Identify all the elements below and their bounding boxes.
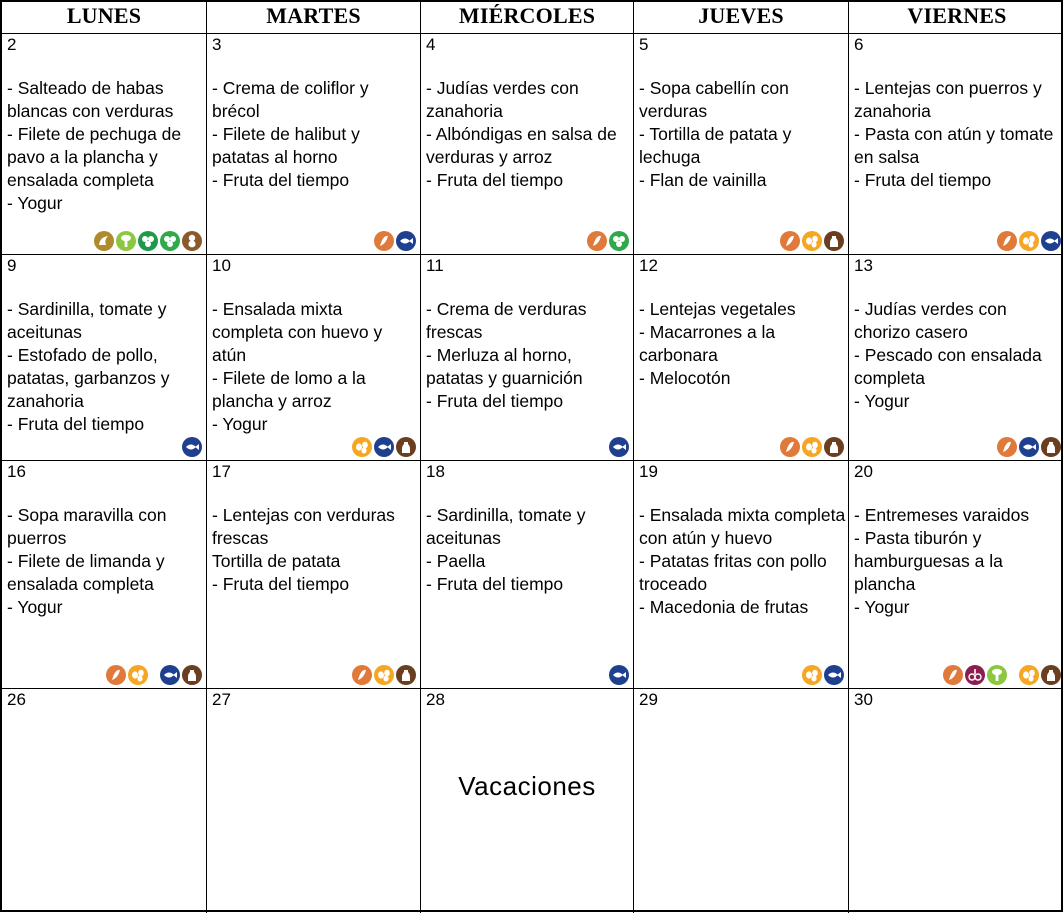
- fish-icon: [824, 665, 844, 685]
- allergen-icons: [997, 231, 1061, 251]
- day-cell: [2, 461, 207, 689]
- day-menu: - Entremeses varaidos - Pasta tiburón y hamburguesas a la plancha - Yogur: [854, 505, 1030, 617]
- allergen-icons: [182, 437, 202, 457]
- allergen-icons: [997, 437, 1061, 457]
- day-menu: - Judías verdes con zanahoria - Albóndigas en salsa de verduras y arroz - Fruta del tiempo: [426, 78, 617, 190]
- day-menu: - Sopa cabellín con verduras - Tortilla de patata y lechuga - Flan de vainilla: [639, 78, 792, 190]
- allergen-icons: [374, 231, 416, 251]
- allergen-icons: [587, 231, 629, 251]
- day-cell: [207, 34, 421, 255]
- allergen-icons: [943, 665, 1061, 685]
- gluten-icon: [780, 231, 800, 251]
- celery-icon: [116, 231, 136, 251]
- day-number: 20: [854, 462, 873, 481]
- egg-icon: [128, 665, 148, 685]
- milk-icon: [824, 437, 844, 457]
- egg-icon: [1019, 231, 1039, 251]
- gluten-icon: [997, 437, 1017, 457]
- day-menu: - Sardinilla, tomate y aceitunas - Paella - Fruta del tiempo: [426, 505, 586, 594]
- day-number: 2: [7, 35, 17, 54]
- day-cell: [421, 34, 634, 255]
- day-cell: [634, 689, 849, 913]
- day-menu: - Sardinilla, tomate y aceitunas - Estofado de pollo, patatas, garbanzos y zanahoria - Fruta del tiempo: [7, 299, 170, 434]
- day-number: 26: [7, 690, 26, 709]
- day-number: 30: [854, 690, 873, 709]
- holiday-note: Vacaciones: [458, 771, 596, 801]
- day-header-friday: VIERNES: [849, 2, 1063, 34]
- allergen-icons: [609, 665, 629, 685]
- gluten-icon: [374, 231, 394, 251]
- day-menu: - Lentejas vegetales - Macarrones a la carbonara - Melocotón: [639, 299, 796, 388]
- gluten-icon: [106, 665, 126, 685]
- mustard-icon: [94, 231, 114, 251]
- day-menu: - Ensalada mixta completa con atún y huevo - Patatas fritas con pollo troceado - Macedonia de frutas: [639, 505, 846, 617]
- egg-icon: [802, 231, 822, 251]
- day-menu: - Lentejas con puerros y zanahoria - Pasta con atún y tomate en salsa - Fruta del tiempo: [854, 78, 1054, 190]
- day-header-monday: LUNES: [2, 2, 207, 34]
- allergen-icons: [780, 437, 844, 457]
- day-menu: - Ensalada mixta completa con huevo y atún - Filete de lomo a la plancha y arroz - Yogur: [212, 299, 383, 434]
- day-number: 4: [426, 35, 436, 54]
- gluten-icon: [780, 437, 800, 457]
- day-number: 16: [7, 462, 26, 481]
- milk-icon: [396, 665, 416, 685]
- day-cell: [849, 689, 1063, 913]
- day-number: 9: [7, 256, 17, 275]
- milk-icon: [396, 437, 416, 457]
- day-cell: [849, 461, 1063, 689]
- day-number: 11: [426, 256, 444, 275]
- day-cell: [849, 255, 1063, 461]
- milk-icon: [824, 231, 844, 251]
- sesame-icon: [609, 231, 629, 251]
- day-menu: - Judías verdes con chorizo casero - Pescado con ensalada completa - Yogur: [854, 299, 1042, 411]
- day-menu: - Salteado de habas blancas con verduras - Filete de pechuga de pavo a la plancha y ensalada completa - Yogur: [7, 78, 182, 213]
- day-menu: - Lentejas con verduras frescas Tortilla de patata - Fruta del tiempo: [212, 505, 395, 594]
- milk-icon: [182, 665, 202, 685]
- day-cell: [634, 255, 849, 461]
- day-number: 28: [426, 690, 445, 709]
- day-menu: - Crema de verduras frescas - Merluza al horno, patatas y guarnición - Fruta del tiempo: [426, 299, 587, 411]
- soy-icon: [138, 231, 158, 251]
- day-header-thursday: JUEVES: [634, 2, 849, 34]
- day-number: 29: [639, 690, 658, 709]
- fish-icon: [609, 665, 629, 685]
- allergen-icons: [352, 437, 416, 457]
- fish-icon: [182, 437, 202, 457]
- day-number: 27: [212, 690, 231, 709]
- day-number: 3: [212, 35, 222, 54]
- egg-icon: [352, 437, 372, 457]
- allergen-icons: [780, 231, 844, 251]
- fish-icon: [396, 231, 416, 251]
- day-header-tuesday: MARTES: [207, 2, 421, 34]
- egg-icon: [374, 665, 394, 685]
- milk-icon: [1041, 665, 1061, 685]
- day-cell: [2, 689, 207, 913]
- day-number: 19: [639, 462, 658, 481]
- fish-icon: [1019, 437, 1039, 457]
- allergen-icons: [94, 231, 202, 251]
- fish-icon: [160, 665, 180, 685]
- icon-spacer: [150, 665, 158, 685]
- celery-icon: [987, 665, 1007, 685]
- milk-icon: [1041, 437, 1061, 457]
- day-cell: [634, 461, 849, 689]
- sulphite-icon: [965, 665, 985, 685]
- allergen-icons: [802, 665, 844, 685]
- icon-spacer: [1009, 665, 1017, 685]
- gluten-icon: [943, 665, 963, 685]
- fish-icon: [609, 437, 629, 457]
- day-number: 18: [426, 462, 445, 481]
- day-menu: - Crema de coliflor y brécol - Filete de halibut y patatas al horno - Fruta del tiempo: [212, 78, 369, 190]
- day-number: 6: [854, 35, 864, 54]
- allergen-icons: [352, 665, 416, 685]
- allergen-icons: [106, 665, 202, 685]
- day-cell: [421, 255, 634, 461]
- sesame-icon: [160, 231, 180, 251]
- day-cell: [421, 461, 634, 689]
- egg-icon: [1019, 665, 1039, 685]
- gluten-icon: [352, 665, 372, 685]
- gluten-icon: [587, 231, 607, 251]
- day-header-wednesday: MIÉRCOLES: [421, 2, 634, 34]
- fish-icon: [374, 437, 394, 457]
- day-cell: [421, 689, 634, 913]
- day-cell: [207, 689, 421, 913]
- day-cell: [634, 34, 849, 255]
- day-cell: [2, 255, 207, 461]
- day-cell: [2, 34, 207, 255]
- day-number: 13: [854, 256, 873, 275]
- allergen-icons: [609, 437, 629, 457]
- day-number: 10: [212, 256, 231, 275]
- egg-icon: [802, 665, 822, 685]
- day-menu: - Sopa maravilla con puerros - Filete de limanda y ensalada completa - Yogur: [7, 505, 167, 617]
- gluten-icon: [997, 231, 1017, 251]
- peanut-icon: [182, 231, 202, 251]
- day-cell: [207, 255, 421, 461]
- fish-icon: [1041, 231, 1061, 251]
- day-number: 12: [639, 256, 658, 275]
- day-cell: [207, 461, 421, 689]
- day-number: 17: [212, 462, 231, 481]
- egg-icon: [802, 437, 822, 457]
- day-number: 5: [639, 35, 649, 54]
- day-cell: [849, 34, 1063, 255]
